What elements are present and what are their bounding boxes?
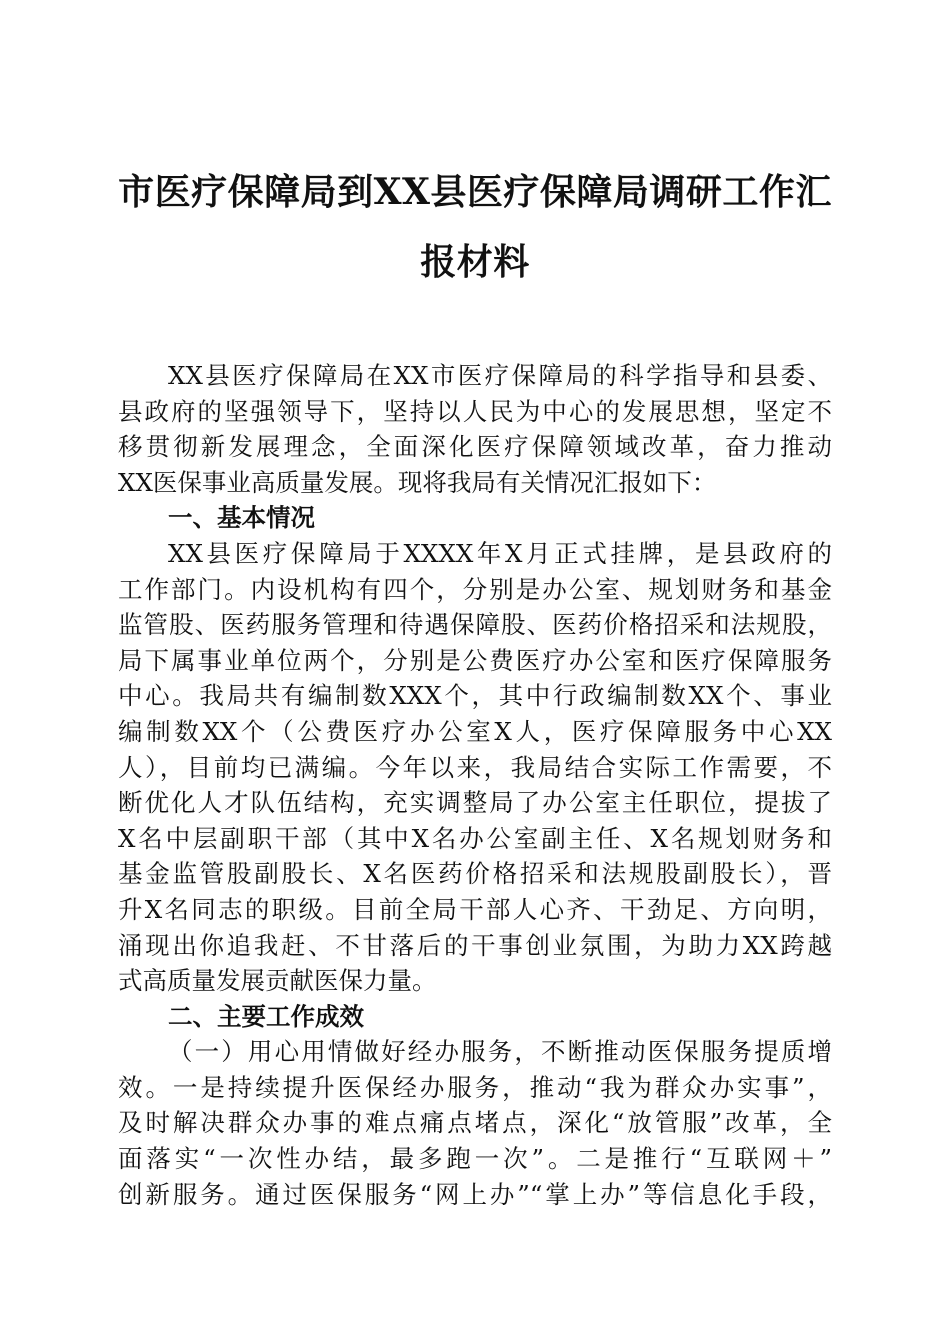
paragraph-line: 县政府的坚强领导下，坚持以人民为中心的发展思想，坚定不 (118, 396, 832, 426)
document-body (118, 358, 832, 1212)
paragraph-line: 效。一是持续提升医保经办服务，推动“我为群众办实事”， (118, 1072, 832, 1102)
paragraph-line: 式高质量发展贡献医保力量。 (118, 966, 437, 996)
paragraph-line: 监管股、医药服务管理和待遇保障股、医药价格招采和法规股， (118, 610, 832, 640)
paragraph-line: 局下属事业单位两个，分别是公费医疗办公室和医疗保障服务 (118, 645, 832, 675)
document-title-line-2: 报材料 (420, 241, 530, 283)
section-heading-basic-info: 一、基本情况 (168, 503, 315, 533)
document-title-line-1: 市医疗保障局到XX县医疗保障局调研工作汇 (118, 171, 832, 213)
paragraph-line: 中心。我局共有编制数XXX个，其中行政编制数XX个、事业 (118, 681, 832, 711)
paragraph-line: 编制数XX个（公费医疗办公室X人，医疗保障服务中心XX (118, 716, 832, 746)
paragraph-line: XX县医疗保障局在XX市医疗保障局的科学指导和县委、 (168, 361, 832, 390)
paragraph-line: 移贯彻新发展理念，全面深化医疗保障领域改革，奋力推动 (118, 432, 832, 462)
section-heading-main-achievements: 二、主要工作成效 (168, 1001, 364, 1031)
paragraph-line: XX医保事业高质量发展。现将我局有关情况汇报如下： (118, 467, 717, 497)
paragraph-line: （一）用心用情做好经办服务，不断推动医保服务提质增 (168, 1037, 832, 1067)
paragraph-line: 基金监管股副股长、X名医药价格招采和法规股副股长），晋 (118, 859, 832, 889)
paragraph-line: 断优化人才队伍结构，充实调整局了办公室主任职位，提拔了 (118, 788, 832, 818)
paragraph-line: 创新服务。通过医保服务“网上办”“掌上办”等信息化手段， (118, 1179, 832, 1209)
paragraph-line: 工作部门。内设机构有四个，分别是办公室、规划财务和基金 (118, 574, 832, 604)
paragraph-line: XX县医疗保障局于XXXX年X月正式挂牌，是县政府的 (168, 538, 832, 568)
paragraph-line: 面落实“一次性办结，最多跑一次”。二是推行“互联网＋” (118, 1144, 832, 1174)
paragraph-line: 人），目前均已满编。今年以来，我局结合实际工作需要，不 (118, 752, 832, 782)
paragraph-line: 升X名同志的职级。目前全局干部人心齐、干劲足、方向明， (118, 894, 832, 924)
paragraph-line: 及时解决群众办事的难点痛点堵点，深化“放管服”改革，全 (118, 1108, 832, 1138)
paragraph-line: 涌现出你追我赶、不甘落后的干事创业氛围，为助力XX跨越 (118, 930, 832, 960)
paragraph-line: X名中层副职干部（其中X名办公室副主任、X名规划财务和 (118, 823, 832, 853)
